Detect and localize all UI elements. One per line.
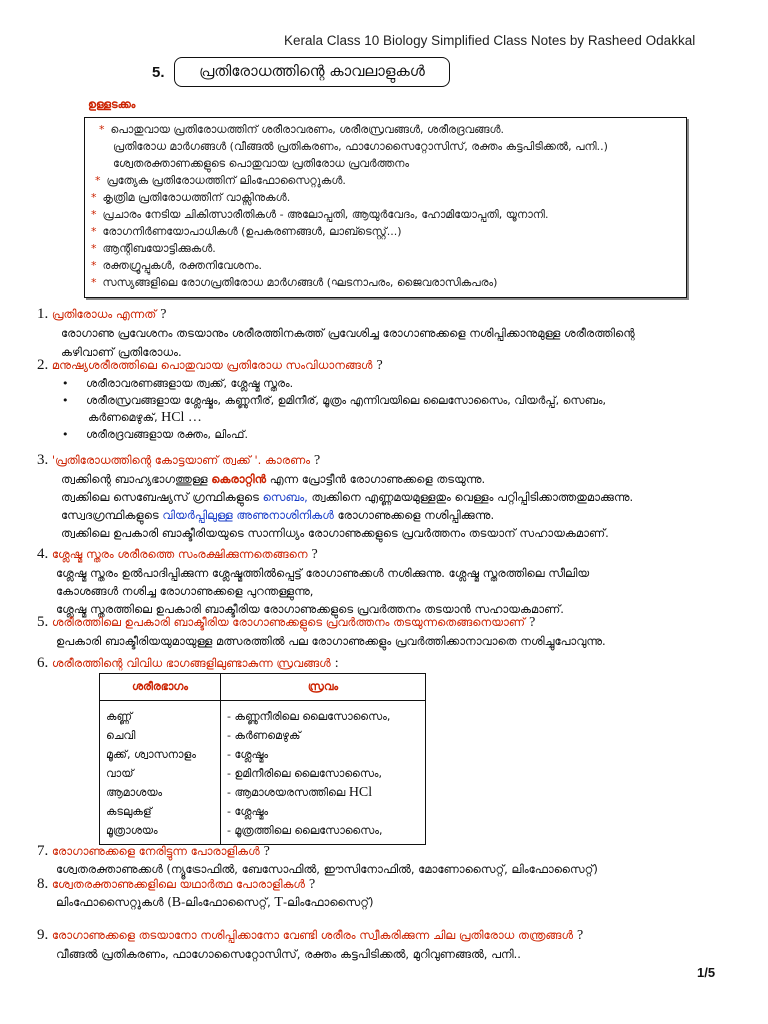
answer-line: ശ്ലേഷ്മ സ്തരം ഉൽപാദിപ്പിക്കുന്ന ശ്ലേഷ്മത്തിൽപ്പെട്ട് രോഗാണുക്കൾ നശിക്കുന്നു. ശ്ലേഷ്മ സ്തരത്തിലെ സീലിയ xyxy=(56,566,590,580)
question-text: ശരീരത്തിന്റെ വിവിധ ഭാഗങ്ങളിലുണ്ടാകുന്ന സ്രവങ്ങൾ xyxy=(51,656,331,670)
body-part: ചെവി xyxy=(106,729,136,742)
answer-line: ത്വക്കിലെ സെബേഷ്യസ് ഗ്രന്ഥികളുടെ സെബം, ത്വക്കിനെ എണ്ണമയമുള്ളതും വെള്ളം പറ്റിപ്പിടിക്കാത്തതുമാക്കുന്നു. xyxy=(61,490,634,504)
question-number: 7. xyxy=(37,843,49,859)
question-text: 'പ്രതിരോധത്തിന്റെ കോട്ടയാണ് ത്വക്ക് '. കാരണം xyxy=(51,453,311,467)
answer-line: ലിംഫോസൈറ്റുകൾ (B-ലിംഫോസൈറ്റ്, T-ലിംഫോസൈറ്റ്) xyxy=(56,895,374,910)
body-part: മൂത്രാശയം xyxy=(106,824,158,837)
bullet-item: • ശരീരദ്രവങ്ങളായ രക്തം, ലിംഫ്. xyxy=(62,428,248,441)
table-row xyxy=(100,701,426,845)
question-mark: ? xyxy=(311,547,318,562)
question-text: മനുഷ്യശരീരത്തിലെ പൊതുവായ പ്രതിരോധ സംവിധാനങ്ങൾ xyxy=(51,358,373,372)
chapter-number: 5. xyxy=(152,64,165,81)
answer-line: കോശങ്ങൾ നശിച്ച രോഗാണുക്കളെ പുറന്തള്ളുന്നു, xyxy=(56,584,314,598)
question-2 xyxy=(37,357,383,374)
question-text: ശ്വേതരക്താണുക്കളിലെ യഥാർത്ഥ പോരാളികൾ xyxy=(51,877,305,891)
question-mark: ? xyxy=(376,358,383,373)
question-mark: ? xyxy=(577,928,584,943)
body-part: കടലുകള് xyxy=(106,805,152,818)
secretion-cell xyxy=(221,701,426,845)
answer-line: ശ്വേതരക്താണുക്കൾ (ന്യൂട്രോഫിൽ, ബേസോഫിൽ, ഈസിനോഫിൽ, മോണോസൈറ്റ്, ലിംഫോസൈറ്റ്) xyxy=(56,862,598,876)
question-text: ശ്ലേഷ്മ സ്തരം ശരീരത്തെ സംരക്ഷിക്കുന്നതെങ്ങനെ xyxy=(51,547,308,561)
question-3 xyxy=(37,452,320,469)
question-number: 4. xyxy=(37,546,49,562)
question-mark: ? xyxy=(529,615,536,630)
answer-line: ത്വക്കിലെ ഉപകാരി ബാക്ടീരിയയുടെ സാന്നിധ്യം രോഗാണുക്കളുടെ പ്രവർത്തനം തടയാന് സഹായകമാണ്. xyxy=(61,526,609,540)
highlight-antiseptic: വിയർപ്പിലുള്ള അണുനാശിനികൾ xyxy=(162,508,334,522)
secretion: - മൂത്രത്തിലെ ലൈസോസൈം, xyxy=(227,824,383,837)
question-text: ശരീരത്തിലെ ഉപകാരി ബാക്ടീരിയ രോഗാണുക്കളുടെ പ്രവർത്തനം തടയുന്നതെങ്ങനെയാണ് xyxy=(51,615,526,629)
question-number: 6. xyxy=(37,655,49,671)
question-mark: ? xyxy=(308,877,316,892)
question-8 xyxy=(37,876,315,893)
answer-line: രോഗാണു പ്രവേശനം തടയാനും ശരീരത്തിനകത്ത് പ്രവേശിച്ച രോഗാണുക്കളെ നശിപ്പിക്കാനുമുള്ള ശരീരത്തിന്റെ xyxy=(61,326,635,340)
contents-item: പ്രതിരോധ മാർഗങ്ങൾ (വീങ്ങൽ പ്രതികരണം, ഫാഗോസൈറ്റോസിസ്, രക്തം കട്ടപിടിക്കൽ, പനി..) xyxy=(113,140,608,153)
bullet-item: • ശരീരാവരണങ്ങളായ ത്വക്ക്, ശ്ലേഷ്മ സ്തരം. xyxy=(62,377,294,390)
answer-line: സ്വേദഗ്രന്ഥികളുടെ വിയർപ്പിലുള്ള അണുനാശിനികൾ രോഗാണുക്കളെ നശിപ്പിക്കുന്നു. xyxy=(61,508,495,522)
question-number: 2. xyxy=(37,357,49,373)
contents-item: * പ്രചാരം നേടിയ ചികിത്സാരീതികൾ - അലോപ്പതി, ആയുർവേദം, ഹോമിയോപ്പതി, യൂനാനി. xyxy=(91,208,549,221)
secretion: - ശ്ലേഷ്മം xyxy=(227,805,269,818)
question-7 xyxy=(37,843,270,860)
column-header-body-part: ശരീരഭാഗം xyxy=(100,674,221,701)
bullet-item: • ശരീരസ്രവങ്ങളായ ശ്ലേഷ്മം, കണ്ണുനീര്, ഉമിനീര്, മൂത്രം എന്നിവയിലെ ലൈസോസൈം, വിയർപ്പ്, സെബം, xyxy=(62,394,606,407)
secretion: - കർണമെഴുക് xyxy=(227,729,301,742)
body-part: വായ് xyxy=(106,767,134,780)
question-9 xyxy=(37,927,583,944)
column-header-secretion: സ്രവം xyxy=(221,674,426,701)
contents-item: * രക്തഗ്രൂപ്പുകൾ, രക്തനിവേശനം. xyxy=(91,259,263,272)
chapter-title: പ്രതിരോധത്തിന്റെ കാവലാളുകൾ xyxy=(174,57,450,87)
question-number: 3. xyxy=(37,452,49,468)
contents-title: ഉള്ളടക്കം xyxy=(88,98,136,111)
highlight-sebum: സെബം, xyxy=(262,490,308,504)
secretion: - ആമാശയരസത്തിലെ HCl xyxy=(227,785,373,800)
answer-line: ത്വക്കിന്റെ ബാഹ്യഭാഗത്തുള്ള കെരാറ്റിൻ എന്ന പ്രോട്ടീൻ രോഗാണുക്കളെ തടയുന്നു. xyxy=(61,472,486,486)
question-text: രോഗാണുക്കളെ തടയാനോ നശിപ്പിക്കാനോ വേണ്ടി ശരീരം സ്വീകരിക്കുന്ന ചില പ്രതിരോധ തന്ത്രങ്ങൾ xyxy=(51,928,574,942)
question-5 xyxy=(37,614,535,631)
answer-line: കഴിവാണ് പ്രതിരോധം. xyxy=(61,345,182,359)
secretion: - ശ്ലേഷ്മം xyxy=(227,748,269,761)
secretion: - ഉമിനീരിലെ ലൈസോസൈം, xyxy=(227,767,383,780)
highlight-keratin: കെരാറ്റിൻ xyxy=(211,472,267,486)
question-mark: ? xyxy=(263,844,270,859)
question-mark: ? xyxy=(160,307,167,322)
question-number: 5. xyxy=(37,614,49,630)
table-header-row xyxy=(100,674,426,701)
question-text: പ്രതിരോധം എന്നത് xyxy=(51,307,157,321)
contents-box xyxy=(84,117,687,298)
question-text: രോഗാണുക്കളെ നേരിട്ടുന്ന പോരാളികൾ xyxy=(51,844,260,858)
question-1 xyxy=(37,306,166,323)
document-header: Kerala Class 10 Biology Simplified Class Notes by Rasheed Odakkal xyxy=(284,33,696,48)
contents-item: * പൊതുവായ പ്രതിരോധത്തിന് ശരീരാവരണം, ശരീരസ്രവങ്ങൾ, ശരീരദ്രവങ്ങൾ. xyxy=(99,123,505,136)
body-part-cell xyxy=(100,701,221,845)
question-4 xyxy=(37,546,318,563)
question-number: 8. xyxy=(37,876,49,892)
secretion: - കണ്ണുനീരിലെ ലൈസോസൈം, xyxy=(227,710,391,723)
contents-item: * രോഗനിർണയോപാധികൾ (ഉപകരണങ്ങൾ, ലാബ്ടെസ്റ്റ്...) xyxy=(91,225,402,238)
body-part: ആമാശയം xyxy=(106,786,163,799)
contents-item: * പ്രത്യേക പ്രതിരോധത്തിന് ലിംഫോസൈറ്റുകൾ. xyxy=(95,174,346,187)
question-6 xyxy=(37,655,339,672)
answer-line: വീങ്ങൽ പ്രതികരണം, ഫാഗോസൈറ്റോസിസ്, രക്തം കട്ടപിടിക്കൽ, മുറിവുണങ്ങൽ, പനി.. xyxy=(56,947,521,961)
answer-line: ഉപകാരി ബാക്ടീരിയയുമായുള്ള മത്സരത്തിൽ പല രോഗാണുക്കളും പ്രവർത്തിക്കാനാവാതെ നശിച്ചുപോവുന്നു. xyxy=(56,634,606,648)
question-number: 1. xyxy=(37,306,49,322)
contents-item: * കൃത്രിമ പ്രതിരോധത്തിന് വാക്സിനുകൾ. xyxy=(91,191,291,204)
contents-item: * ആന്റിബയോട്ടിക്കുകൾ. xyxy=(91,242,216,255)
contents-item: ശ്വേതരക്താണക്കളുടെ പൊതുവായ പ്രതിരോധ പ്രവർത്തനം xyxy=(113,157,410,170)
page-number: 1/5 xyxy=(697,965,716,980)
secretions-table xyxy=(99,673,426,845)
body-part: കണ്ണ് xyxy=(106,710,133,723)
answer-line: ശ്ലേഷ്മ സ്തരത്തിലെ ഉപകാരി ബാക്ടീരിയ രോഗാണുക്കളുടെ പ്രവർത്തനം തടയാൻ സഹായകമാണ്. xyxy=(56,602,564,616)
question-mark: ? xyxy=(314,453,321,468)
question-number: 9. xyxy=(37,927,49,943)
contents-item: * സസ്യങ്ങളിലെ രോഗപ്രതിരോധ മാർഗങ്ങൾ (ഘടനാപരം, ജൈവരാസികപരം) xyxy=(91,276,498,289)
bullet-item-continued: കർണമെഴുക്, HCl … xyxy=(88,410,202,425)
question-mark: : xyxy=(334,656,339,671)
body-part: മൂക്ക്, ശ്വാസനാളം xyxy=(106,748,196,761)
